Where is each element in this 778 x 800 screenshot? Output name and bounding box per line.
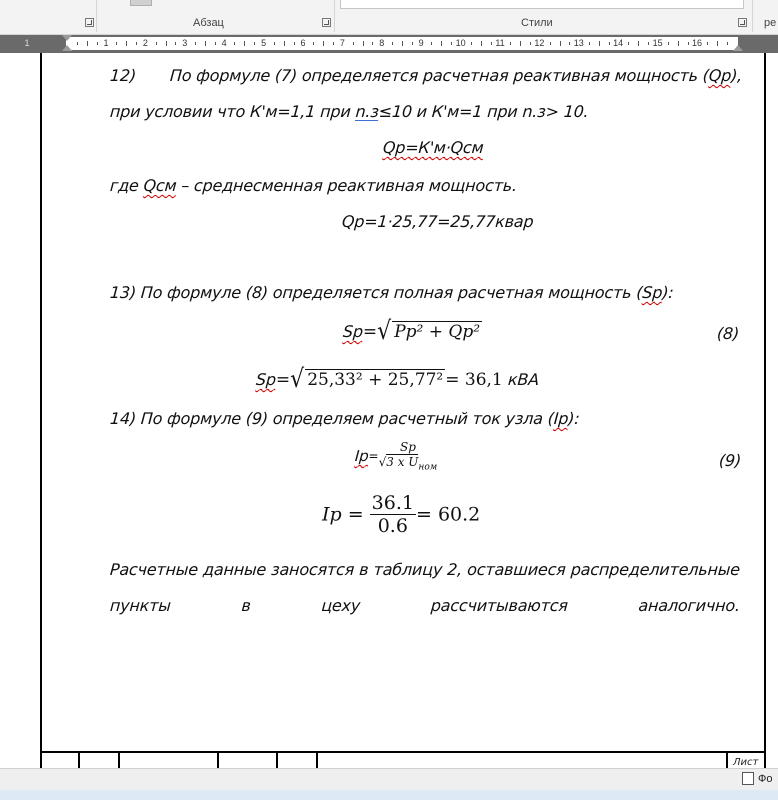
ruler-tick (530, 42, 531, 45)
ruler-number: 2 (142, 38, 148, 48)
qp-value: Qp=1·25,77=25,77квар (341, 212, 535, 231)
ruler-tick (520, 41, 521, 46)
ruler-tick (599, 41, 600, 46)
ruler-number: 15 (652, 38, 663, 48)
ruler-tick (431, 42, 432, 45)
sp-calculation: Sp=√ 25,33² + 25,77² = 36,1 кВА (255, 365, 540, 394)
ruler-number: 8 (379, 38, 385, 48)
ruler-number: 6 (300, 38, 306, 48)
ruler-tick (126, 41, 127, 46)
ruler-tick (510, 42, 511, 45)
item-13-text: 13) По формуле (8) определяется полная расчетная мощность (Sp): (109, 283, 675, 302)
styles-group-label: Стили (521, 17, 553, 29)
item-14-text: 14) По формуле (9) определяем расчетный ток узла (Ip): (109, 409, 581, 428)
title-block-divider (276, 751, 278, 769)
ruler-tick (589, 42, 590, 45)
ruler-tick (254, 42, 255, 45)
ruler-tick (560, 41, 561, 46)
ruler-tick (481, 41, 482, 46)
conclusion-line-2: пункты в цеху рассчитываются аналогично. (109, 596, 741, 615)
ip-calculation: Ip = $\frac{36.1}{0.6}$ = 60.2 (322, 492, 481, 537)
taskbar-strip (0, 790, 778, 800)
ribbon (0, 0, 778, 35)
editing-group-label: ре (764, 17, 777, 29)
ruler-tick (688, 42, 689, 45)
ruler-number: 7 (339, 38, 345, 48)
ruler-tick (727, 42, 728, 45)
ruler-tick (136, 42, 137, 45)
focus-mode-label[interactable]: Фо (758, 773, 773, 785)
clipboard-launcher-icon[interactable] (85, 18, 94, 27)
ruler-tick (471, 42, 472, 45)
ruler-number: 11 (495, 38, 505, 48)
ruler-tick (628, 42, 629, 45)
ruler-number: 4 (221, 38, 227, 48)
title-block-divider (217, 751, 219, 769)
ruler-tick (451, 42, 452, 45)
paragraph-launcher-icon[interactable] (322, 18, 331, 27)
ruler-tick (353, 42, 354, 45)
ruler-tick (569, 42, 570, 45)
title-block-divider (78, 751, 80, 769)
ruler-number: 9 (418, 38, 424, 48)
ruler-tick (166, 41, 167, 46)
ruler-tick (195, 42, 196, 45)
formula-sp: Sp=√ Pp² + Qp² (342, 317, 481, 346)
ruler-tick (638, 41, 639, 46)
title-block-divider (726, 751, 728, 769)
ruler-tick (156, 42, 157, 45)
ruler-tick (97, 42, 98, 45)
ruler-tick (234, 42, 235, 45)
ribbon-separator (334, 0, 335, 32)
ruler-number: 14 (613, 38, 624, 48)
ruler-tick (678, 41, 679, 46)
title-block-divider (316, 751, 318, 769)
item-12-number: 12) (109, 66, 137, 85)
ribbon-button-partial[interactable] (130, 0, 152, 6)
ruler-number: 5 (261, 38, 267, 48)
ruler-tick (313, 42, 314, 45)
formula-ip: Ip= $\frac{Sp}{√3 x U_{ном}}$ (354, 440, 438, 473)
ruler-number: 12 (534, 38, 545, 48)
ruler-tick (363, 41, 364, 46)
ruler-tick (215, 42, 216, 45)
status-bar (0, 768, 778, 791)
equation-number-8: (8) (716, 324, 740, 343)
ruler-tick (550, 42, 551, 45)
ruler-tick (205, 41, 206, 46)
ruler-tick (116, 42, 117, 45)
ruler-number: 16 (691, 38, 703, 48)
ruler-tick (402, 41, 403, 46)
ruler-tick (333, 42, 334, 45)
ribbon-separator (752, 0, 753, 32)
ruler-number: 3 (182, 38, 188, 48)
right-indent-marker[interactable] (733, 45, 743, 51)
ruler-tick (648, 42, 649, 45)
ruler-tick (668, 42, 669, 45)
title-block-line (40, 751, 766, 753)
styles-launcher-icon[interactable] (738, 18, 747, 27)
ruler-number: 1 (103, 38, 109, 48)
ruler-tick (175, 42, 176, 45)
ruler-tick (441, 41, 442, 46)
item-12-text: По формуле (7) определяется расчетная реактивная мощность (Qp), (169, 66, 743, 85)
title-block-divider (118, 751, 120, 769)
left-indent-marker[interactable] (62, 45, 72, 51)
ruler-tick (294, 42, 295, 45)
qsm-definition: где Qсм – среднесменная реактивная мощность. (109, 176, 518, 195)
ruler-tick (284, 41, 285, 46)
ruler-tick (392, 42, 393, 45)
ribbon-separator (96, 0, 97, 32)
ruler-tick (609, 42, 610, 45)
paragraph-group-label: Абзац (193, 17, 224, 29)
ruler-tick (707, 42, 708, 45)
conclusion-line-1: Расчетные данные заносятся в таблицу 2, оставшиеся распределительные (109, 560, 741, 579)
focus-mode-icon[interactable] (742, 772, 754, 785)
ruler-tick (323, 41, 324, 46)
sheet-label: Лист (733, 757, 759, 768)
first-line-indent-marker[interactable] (62, 35, 72, 41)
ruler-number: 10 (455, 38, 466, 48)
ruler-tick (491, 42, 492, 45)
styles-gallery[interactable] (340, 0, 744, 9)
item-12-condition: при условии что К'м=1,1 при n.з≤10 и К'м=1 при n.з> 10. (109, 102, 590, 121)
formula-qp: Qp=К'м·Qсм (382, 138, 485, 157)
ruler-tick (87, 41, 88, 46)
equation-number-9: (9) (718, 451, 742, 470)
ruler-number: 13 (573, 38, 584, 48)
ruler-tick (274, 42, 275, 45)
ruler-tick (412, 42, 413, 45)
ruler-tick (717, 41, 718, 46)
ruler-tick (372, 42, 373, 45)
ruler-tick (244, 41, 245, 46)
ruler-number: 1 (24, 38, 30, 48)
ruler-tick (77, 42, 78, 45)
